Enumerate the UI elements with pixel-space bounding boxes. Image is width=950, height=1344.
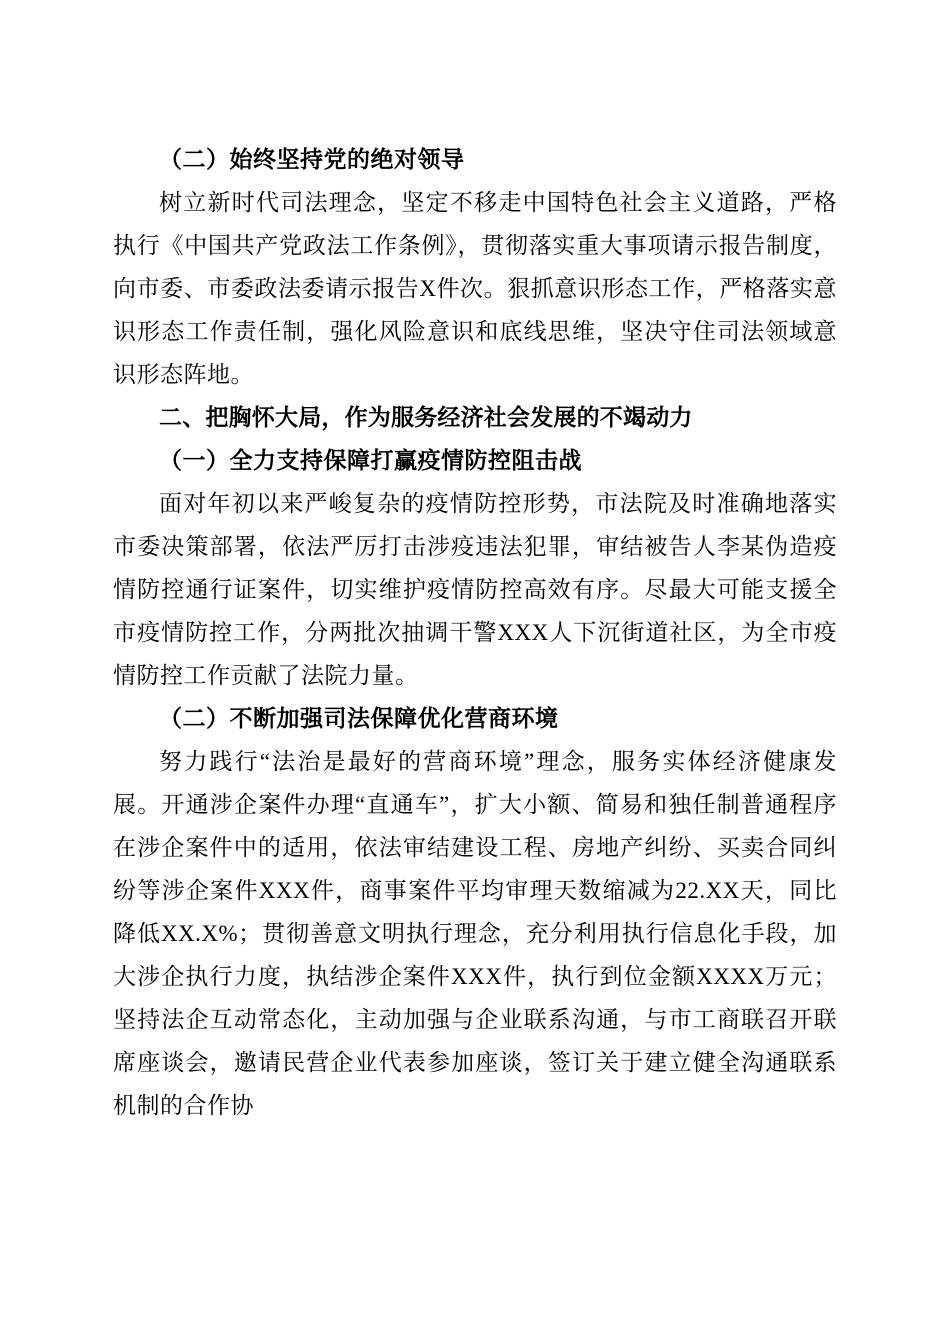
paragraph-pandemic-control: 面对年初以来严峻复杂的疫情防控形势，市法院及时准确地落实市委决策部署，依法严厉打击涉疫违法犯罪，审结被告人李某伪造疫情防控通行证案件，切实维护疫情防控高效有序。尽最大可能支援全市疫情防控工作，分两批次抽调干警XXX人下沉街道社区，为全市疫情防控工作贡献了法院力量。 xyxy=(113,491,837,688)
section-heading-pandemic-control: （一）全力支持保障打赢疫情防控阻击战 xyxy=(159,448,582,473)
section-heading-business-environment: （二）不断加强司法保障优化营商环境 xyxy=(159,706,559,731)
paragraph-party-leadership: 树立新时代司法理念，坚定不移走中国特色社会主义道路，严格执行《中国共产党政法工作条例》，贯彻落实重大事项请示报告制度，向市委、市委政法委请示报告X件次。狠抓意识形态工作，严格落实意识形态工作责任制，强化风险意识和底线思维，坚决守住司法领域意识形态阵地。 xyxy=(113,190,837,387)
section-heading-party-leadership: （二）始终坚持党的绝对领导 xyxy=(159,147,465,172)
paragraph-business-environment: 努力践行“法治是最好的营商环境”理念，服务实体经济健康发展。开通涉企案件办理“直通车”，扩大小额、简易和独任制普通程序在涉企案件中的适用，依法审结建设工程、房地产纠纷、买卖合同纠纷等涉企案件XXX件，商事案件平均审理天数缩减为22.XX天，同比降低XX.X%；贯彻善意文明执行理念，充分利用执行信息化手段，加大涉企执行力度，执结涉企案件XXX件，执行到位金额XXXX万元；坚持法企互动常态化，主动加强与企业联系沟通，与市工商联召开联席座谈会，邀请民营企业代表参加座谈，签订关于建立健全沟通联系机制的合作协 xyxy=(113,749,837,1118)
chapter-heading-serve-economy: 二、把胸怀大局，作为服务经济社会发展的不竭动力 xyxy=(159,404,693,430)
